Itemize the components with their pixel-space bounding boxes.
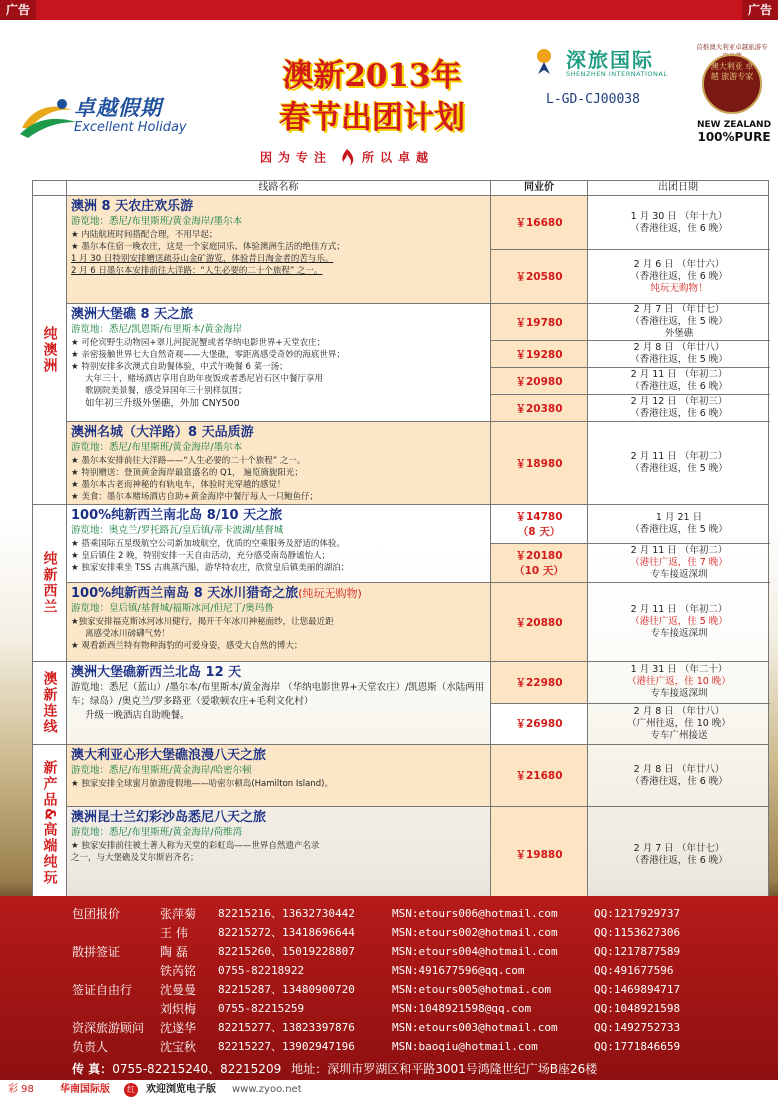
page-title-line2: 春节出团计划 xyxy=(279,100,465,136)
region-label: 纯澳洲 xyxy=(33,196,67,504)
address-label: 地址： xyxy=(291,1062,328,1076)
contact-qq[interactable]: QQ:1771846659 xyxy=(594,1040,681,1053)
slogan xyxy=(260,148,560,168)
route-highlight: ★ 皇后镇住 2 晚，特别安排一天自由活动，充分感受南岛静谧怡人； xyxy=(71,551,331,561)
route-destinations: 游览地：悉尼（蓝山）/墨尔本/布里斯本/黄金海岸 （华纳电影世界+天堂农庄）/凯恩斯（水陆两用车；绿岛）/奥克兰/罗多路亚（爱歌顿农庄+毛利文化村） xyxy=(71,682,485,707)
no-shopping-note: 纯玩无购物！ xyxy=(650,282,708,294)
trade-price xyxy=(491,196,588,249)
contact-row xyxy=(0,982,778,998)
brand-seal xyxy=(694,42,770,124)
region-block xyxy=(33,662,768,745)
route-highlight: 大年三十，赌场酒店享用自助年夜饭或者悉尼岩石区中餐厅享用 xyxy=(85,374,324,384)
trade-price xyxy=(491,422,588,504)
edition-label: 华南国际版 xyxy=(60,1084,110,1095)
trade-price xyxy=(491,341,588,367)
table-header xyxy=(33,181,768,196)
route-highlight: 歌剧院美景餐，感受异国年三十别样氛围； xyxy=(85,386,247,396)
route-title-text: 澳大利亚心形大堡礁浪漫八天之旅 xyxy=(71,748,267,763)
route-info xyxy=(67,807,491,902)
departure-date-line: 专车接返深圳 xyxy=(650,688,708,700)
nz-badge xyxy=(694,120,774,144)
departure-date-line: （香港往返，住 6 晚） xyxy=(630,854,728,866)
departure-options xyxy=(491,662,770,744)
contact-row xyxy=(0,944,778,960)
contact-name: 张萍菊 xyxy=(160,907,197,921)
departure-date-line: （港往广返，住 5 晚） xyxy=(630,616,728,627)
departure-date-line: （香港往返，住 5 晚） xyxy=(630,316,728,327)
departure-date-line: 2 月 11 日 （年初二） xyxy=(630,451,728,462)
table-body xyxy=(33,196,768,903)
departure-option[interactable] xyxy=(491,196,770,250)
route-title[interactable] xyxy=(71,424,486,441)
contact-row xyxy=(0,963,778,979)
license-code: L-GD-CJ00038 xyxy=(546,92,640,107)
trade-price-value: ￥26980 xyxy=(515,718,563,731)
departure-option[interactable] xyxy=(491,544,770,582)
top-ad-bar xyxy=(0,0,778,20)
region-block xyxy=(33,196,768,505)
page-number: 彩 98 xyxy=(8,1084,34,1095)
route-highlight: ★ 搭乘国际五星级航空公司新加坡航空，优质的空乘服务及舒适的体验。 xyxy=(71,539,345,549)
departure-options xyxy=(491,505,770,582)
departure-date-line: 专车接返深圳 xyxy=(650,569,708,580)
contact-name: 沈曼曼 xyxy=(160,983,197,997)
table-row[interactable] xyxy=(67,505,770,583)
swoosh-logo-icon xyxy=(18,94,78,140)
fax-row xyxy=(72,1060,597,1077)
contact-qq[interactable]: QQ:1153627306 xyxy=(594,926,681,939)
route-title[interactable] xyxy=(71,306,486,323)
departure-date xyxy=(588,704,770,745)
trade-price-value: ￥19280 xyxy=(515,348,563,361)
departure-option[interactable] xyxy=(491,807,770,902)
site-url[interactable]: www.zyoo.net xyxy=(232,1084,302,1095)
departure-date-line: 2 月 11 日 （年初二） xyxy=(630,604,728,615)
region-label: 澳新连线 xyxy=(33,662,67,744)
contact-row xyxy=(0,925,778,941)
route-highlight: ★ 亲密接触世界七大自然奇观——大堡礁，零距离感受奇妙的海底世界； xyxy=(71,350,345,360)
header-region xyxy=(33,181,67,195)
contact-msn[interactable]: MSN:etours003@hotmail.com xyxy=(392,1021,558,1034)
contact-qq[interactable]: QQ:1048921598 xyxy=(594,1002,681,1015)
departure-date xyxy=(588,304,770,340)
departure-date-line: 2 月 7 日 （年廿七） xyxy=(633,842,725,854)
trade-price xyxy=(491,368,588,394)
route-highlight: ★ 独家安排全球蜜月旅游度假地——哈密尔顿岛(Hamilton Island)。 xyxy=(71,779,333,789)
route-highlight: ★ 特别安排多次澳式自助餐体验，中式午晚餐 6 菜一汤； xyxy=(71,362,288,372)
fax-value: 0755-82215240、82215209 xyxy=(112,1062,282,1076)
contact-row xyxy=(0,1001,778,1017)
departure-date-line: （香港往返，住 6 晚） xyxy=(630,381,728,392)
contact-msn[interactable]: MSN:etours004@hotmail.com xyxy=(392,945,558,958)
departure-options xyxy=(491,745,770,806)
departure-date xyxy=(588,395,770,421)
departure-date xyxy=(588,422,770,504)
trade-price xyxy=(491,662,588,703)
route-extra: 如年初三升级外堡礁，外加 CNY500 xyxy=(85,398,240,409)
route-info xyxy=(67,422,491,504)
departure-date-line: 2 月 8 日 （年廿八） xyxy=(633,705,725,717)
departure-date xyxy=(588,341,770,367)
contact-qq[interactable]: QQ:1217877589 xyxy=(594,945,681,958)
departure-date xyxy=(588,368,770,394)
route-highlight: 1 月 30 日特别安排赠送疏芬山金矿游览，体验昔日淘金者的苦与乐。 xyxy=(71,254,334,264)
departure-date xyxy=(588,250,770,303)
contact-msn[interactable]: MSN:1048921598@qq.com xyxy=(392,1002,532,1015)
contact-row xyxy=(0,1020,778,1036)
departure-date xyxy=(588,662,770,703)
table-row[interactable] xyxy=(67,807,770,902)
trade-price-value: ￥20180 xyxy=(515,550,563,562)
contact-phone[interactable]: 82215227、13902947196 xyxy=(218,1040,355,1053)
sun-logo-icon xyxy=(530,46,558,76)
departure-date-line: （香港往返，住 6 晚） xyxy=(630,222,728,234)
contact-msn[interactable]: MSN:baoqiu@hotmail.com xyxy=(392,1040,538,1053)
departure-option[interactable] xyxy=(491,304,770,341)
departure-date-line: （港往广返，住 7 晚） xyxy=(630,557,728,568)
trade-price-value: ￥22980 xyxy=(515,676,563,689)
contact-phone[interactable]: 82215277、13823397876 xyxy=(218,1021,355,1034)
ad-label-right: 广告 xyxy=(742,0,778,20)
fax-label: 传 真： xyxy=(72,1062,113,1076)
route-note: (纯玩无购物) xyxy=(298,587,362,600)
departure-date xyxy=(588,807,770,902)
route-title-text: 100%纯新西兰南岛 8 天冰川猎奇之旅 xyxy=(71,586,299,601)
trade-price-value: ￥19880 xyxy=(515,849,563,861)
departure-date-line: 2 月 7 日 （年廿七） xyxy=(633,304,725,315)
trade-price xyxy=(491,583,588,661)
company-logo-cn: 卓越假期 xyxy=(74,96,162,120)
departure-option[interactable] xyxy=(491,704,770,745)
contact-category: 资深旅游顾问 xyxy=(72,1021,145,1035)
route-highlight: ★ 独家安排乘坐 TSS 古典蒸汽船，游华特农庄，欣赏皇后镇美丽的湖泊； xyxy=(71,563,350,573)
departure-date-line: 1 月 21 日 xyxy=(655,512,703,523)
departure-date-line: 2 月 8 日 （年廿八） xyxy=(633,763,725,775)
contact-qq[interactable]: QQ:1492752733 xyxy=(594,1021,681,1034)
trade-price-value: ￥21680 xyxy=(515,770,563,782)
contact-category: 负责人 xyxy=(72,1040,109,1054)
header xyxy=(0,20,778,180)
route-highlight: ★ 观看新西兰特有物种海豹的可爱身姿，感受大自然的博大； xyxy=(71,641,303,651)
departure-date-line: （香港往返，住 5 晚） xyxy=(630,463,728,474)
bottom-strip xyxy=(0,1080,778,1100)
route-title-text: 澳洲昆士兰幻彩沙岛悉尼八天之旅 xyxy=(71,810,267,825)
departure-date xyxy=(588,745,770,806)
trade-price-value: ￥14780 xyxy=(515,511,563,523)
route-title[interactable] xyxy=(71,585,486,602)
contact-footer xyxy=(0,896,778,1080)
trade-price xyxy=(491,745,588,806)
route-title-text: 澳洲大堡礁新西兰北岛 12 天 xyxy=(71,665,242,680)
partner-logo[interactable] xyxy=(526,42,676,86)
contact-msn[interactable]: MSN:etours002@hotmail.com xyxy=(392,926,558,939)
trade-price xyxy=(491,704,588,745)
departure-option[interactable] xyxy=(491,341,770,368)
trade-price-value: ￥16680 xyxy=(515,217,563,229)
departure-option[interactable] xyxy=(491,395,770,421)
trade-price xyxy=(491,304,588,340)
contact-phone[interactable]: 82215287、13480900720 xyxy=(218,983,355,996)
table-row[interactable] xyxy=(67,196,770,304)
table-row[interactable] xyxy=(67,662,770,744)
contact-name: 王 伟 xyxy=(160,926,188,940)
departure-option[interactable] xyxy=(491,368,770,395)
trade-price-days: （8 天） xyxy=(517,526,561,538)
contact-qq[interactable]: QQ:1469894717 xyxy=(594,983,681,996)
route-highlight: 之一，与大堡礁及艾尔斯岩齐名； xyxy=(71,853,199,863)
contact-category: 散拼签证 xyxy=(72,945,121,959)
region-routes xyxy=(67,662,770,744)
route-info xyxy=(67,505,491,582)
table-row[interactable] xyxy=(67,304,770,422)
contact-phone[interactable]: 82215216、13632730442 xyxy=(218,907,355,920)
departure-date xyxy=(588,505,770,543)
departure-date-line: （香港往返，住 5 晚） xyxy=(630,524,728,535)
region-routes xyxy=(67,505,770,661)
contact-category: 签证自由行 xyxy=(72,983,133,997)
trade-price xyxy=(491,250,588,303)
departure-options xyxy=(491,807,770,902)
flame-icon xyxy=(338,148,356,168)
route-highlight: ★ 墨尔本古老而神秘的有轨电车，体验时光穿越的感觉！ xyxy=(71,480,286,490)
e-edition-text: 欢迎浏览电子版 xyxy=(146,1084,216,1095)
route-title-text: 澳洲 8 天农庄欢乐游 xyxy=(71,199,194,214)
trade-price-value: ￥20380 xyxy=(515,402,563,415)
region-block xyxy=(33,505,768,662)
page-title-line1: 澳新2013年 xyxy=(282,58,462,94)
route-info xyxy=(67,304,491,421)
route-highlight: ★ 可伦宾野生动物园+翠儿河捉泥蟹或者华纳电影世界+天堂农庄； xyxy=(71,338,326,348)
table-row[interactable] xyxy=(67,745,770,807)
departure-date-line: （广州往返，住 10 晚） xyxy=(627,717,731,729)
route-destinations: 游览地：悉尼/布里斯班/黄金海岸/墨尔本 xyxy=(71,216,243,227)
departure-date-line: （香港往返，住 6 晚） xyxy=(630,270,728,282)
departure-option[interactable] xyxy=(491,745,770,806)
departure-date-line: 2 月 8 日 （年廿八） xyxy=(633,342,725,353)
seal-center-text: 澳大利亚 卓越 旅游专家 xyxy=(710,62,754,81)
trade-price-value: ￥20980 xyxy=(515,375,563,388)
departure-date-line: （香港往返，住 6 晚） xyxy=(630,775,728,787)
route-highlight: ★ 墨尔本安排前往大洋路——“人生必要的二十个旅程” 之一。 xyxy=(71,456,306,466)
company-logo[interactable] xyxy=(18,92,208,152)
partner-logo-en: SHENZHEN INTERNATIONAL xyxy=(566,70,668,78)
nz-line2: 100%PURE xyxy=(697,130,771,144)
route-destinations: 游览地：悉尼/布里斯班/黄金海岸/哈密尔顿 xyxy=(71,765,252,776)
departure-date-line: 1 月 30 日 （年十九） xyxy=(630,210,728,222)
contact-qq[interactable]: QQ:491677596 xyxy=(594,964,674,977)
slogan-left: 因为专注 xyxy=(260,150,333,165)
region-routes xyxy=(67,196,770,504)
contact-row xyxy=(0,1039,778,1055)
contact-name: 沈宝秋 xyxy=(160,1040,197,1054)
region-routes xyxy=(67,745,770,902)
header-date: 出团日期 xyxy=(658,182,698,193)
contact-msn[interactable]: MSN:etours005@hotmai.com xyxy=(392,983,551,996)
route-title[interactable] xyxy=(71,747,486,764)
trade-price xyxy=(491,395,588,421)
route-extra: 升级一晚酒店自助晚餐。 xyxy=(85,710,190,721)
tour-table xyxy=(32,180,769,904)
address-value: 深圳市罗湖区和平路3001号鸿隆世纪广场B座26楼 xyxy=(327,1062,598,1076)
header-price: 同业价 xyxy=(491,181,588,195)
route-title[interactable] xyxy=(71,507,486,524)
contact-phone[interactable]: 82215260、15019228807 xyxy=(218,945,355,958)
departure-date-line: 2 月 11 日 （年初二） xyxy=(630,369,728,380)
departure-date-line: 2 月 6 日 （年廿六） xyxy=(633,258,725,270)
company-logo-en: Excellent Holiday xyxy=(74,120,187,135)
route-title[interactable] xyxy=(71,809,486,826)
departure-date xyxy=(588,583,770,661)
contact-phone[interactable]: 82215272、13418696644 xyxy=(218,926,355,939)
route-info xyxy=(67,662,491,744)
contact-name: 陶 磊 xyxy=(160,945,188,959)
trade-price xyxy=(491,807,588,902)
contact-row xyxy=(0,906,778,922)
departure-date-line: （港往广返，住 10 晚） xyxy=(627,676,731,688)
route-title[interactable] xyxy=(71,198,486,215)
route-title[interactable] xyxy=(71,664,486,681)
table-row[interactable] xyxy=(67,583,770,661)
departure-date-line: 1 月 31 日 （年二十） xyxy=(630,664,728,676)
route-highlight: ★独家安排福克斯冰河冰川健行，揭开千年冰川神秘面纱，让您最近距 xyxy=(71,617,334,627)
edition-logo-icon: 红 xyxy=(124,1083,138,1097)
route-title-text: 澳洲大堡礁 8 天之旅 xyxy=(71,307,194,322)
departure-date xyxy=(588,544,770,582)
trade-price-value: ￥20880 xyxy=(515,616,563,629)
contact-phone[interactable]: 0755-82218922 xyxy=(218,964,305,977)
region-label: 纯新西兰 xyxy=(33,505,67,661)
contact-phone[interactable]: 0755-82215259 xyxy=(218,1002,305,1015)
route-highlight: 离感受冰川磅礴气势！ xyxy=(85,629,171,639)
nz-line1: NEW ZEALAND xyxy=(696,120,772,130)
departure-options xyxy=(491,304,770,421)
trade-price-value: ￥19780 xyxy=(515,316,563,329)
region-label: 新产品&高端纯玩 xyxy=(33,745,67,902)
route-highlight: 2 月 6 日墨尔本安排前往大洋路：“人生必要的二十个旅程” 之一。 xyxy=(71,266,323,276)
route-highlight: ★ 美食：墨尔本赌场酒店自助+黄金海岸中餐厅每人一只鲍鱼仔； xyxy=(71,492,318,502)
departure-option[interactable] xyxy=(491,662,770,704)
departure-options xyxy=(491,196,770,303)
trade-price-value: ￥18980 xyxy=(515,457,563,470)
contact-name: 沈遂华 xyxy=(160,1021,197,1035)
departure-date xyxy=(588,196,770,249)
departure-option[interactable] xyxy=(491,583,770,661)
trade-price xyxy=(491,505,588,543)
contact-qq[interactable]: QQ:1217929737 xyxy=(594,907,681,920)
contact-name: 刘炽梅 xyxy=(160,1002,197,1016)
departure-date-line: 2 月 11 日 （年初二） xyxy=(630,545,728,556)
departure-date-line: 专车接返深圳 xyxy=(650,628,708,639)
route-destinations: 游览地：奥克兰/罗托路瓦/皇后镇/蒂卡波湖/基督城 xyxy=(71,525,284,536)
route-highlight: ★ 墨尔本住宿一晚农庄，这是一个家庭同乐、体验澳洲生活的绝佳方式； xyxy=(71,242,345,252)
route-info xyxy=(67,583,491,661)
table-row[interactable] xyxy=(67,422,770,504)
departure-date-line: 外堡礁 xyxy=(664,328,694,339)
route-info xyxy=(67,196,491,303)
route-destinations: 游览地：悉尼/布里斯班/黄金海岸/墨尔本 xyxy=(71,442,243,453)
route-title-text: 澳洲名城（大洋路）8 天品质游 xyxy=(71,425,254,440)
slogan-right: 所以卓越 xyxy=(362,150,435,165)
route-info xyxy=(67,745,491,806)
contact-msn[interactable]: MSN:491677596@qq.com xyxy=(392,964,525,977)
departure-options xyxy=(491,583,770,661)
contact-name: 铁芮铭 xyxy=(160,964,197,978)
ad-label-left: 广告 xyxy=(0,0,36,20)
departure-options xyxy=(491,422,770,504)
departure-date-line: （香港往返，住 5 晚） xyxy=(630,354,728,365)
route-highlight: ★ 特别赠送：登顶黄金海岸最富盛名的 Q1， 遍览旖旎阳光； xyxy=(71,468,303,478)
contact-msn[interactable]: MSN:etours006@hotmail.com xyxy=(392,907,558,920)
contact-category: 包团报价 xyxy=(72,907,121,921)
route-destinations: 游览地：悉尼/凯恩斯/布里斯本/黄金海岸 xyxy=(71,324,243,335)
route-destinations: 游览地：悉尼/布里斯班/黄金海岸/荷维湾 xyxy=(71,827,243,838)
departure-date-line: 专车广州接送 xyxy=(650,729,708,741)
departure-date-line: 2 月 12 日 （年初三） xyxy=(630,396,728,407)
route-title-text: 100%纯新西兰南北岛 8/10 天之旅 xyxy=(71,508,283,523)
route-highlight: ★ 独家安排前往被土著人称为天堂的彩虹岛——世界自然遗产名录 xyxy=(71,841,320,851)
departure-option[interactable] xyxy=(491,250,770,303)
departure-option[interactable] xyxy=(491,422,770,504)
route-destinations: 游览地：皇后镇/基督城/福斯冰河/但尼丁/奥玛鲁 xyxy=(71,603,274,614)
departure-option[interactable] xyxy=(491,505,770,544)
departure-date-line: （香港往返，住 6 晚） xyxy=(630,408,728,419)
region-block xyxy=(33,745,768,903)
trade-price xyxy=(491,544,588,582)
seal-arc-text: 首推澳大利亚卓越旅游专 xyxy=(696,43,768,51)
trade-price-value: ￥20580 xyxy=(515,271,563,283)
partner-logo-cn: 深旅国际 xyxy=(566,48,654,72)
trade-price-days: （10 天） xyxy=(514,565,564,577)
route-highlight: ★ 内陆航班时间搭配合理，不用早起； xyxy=(71,230,218,240)
header-route: 线路名称 xyxy=(67,181,491,195)
